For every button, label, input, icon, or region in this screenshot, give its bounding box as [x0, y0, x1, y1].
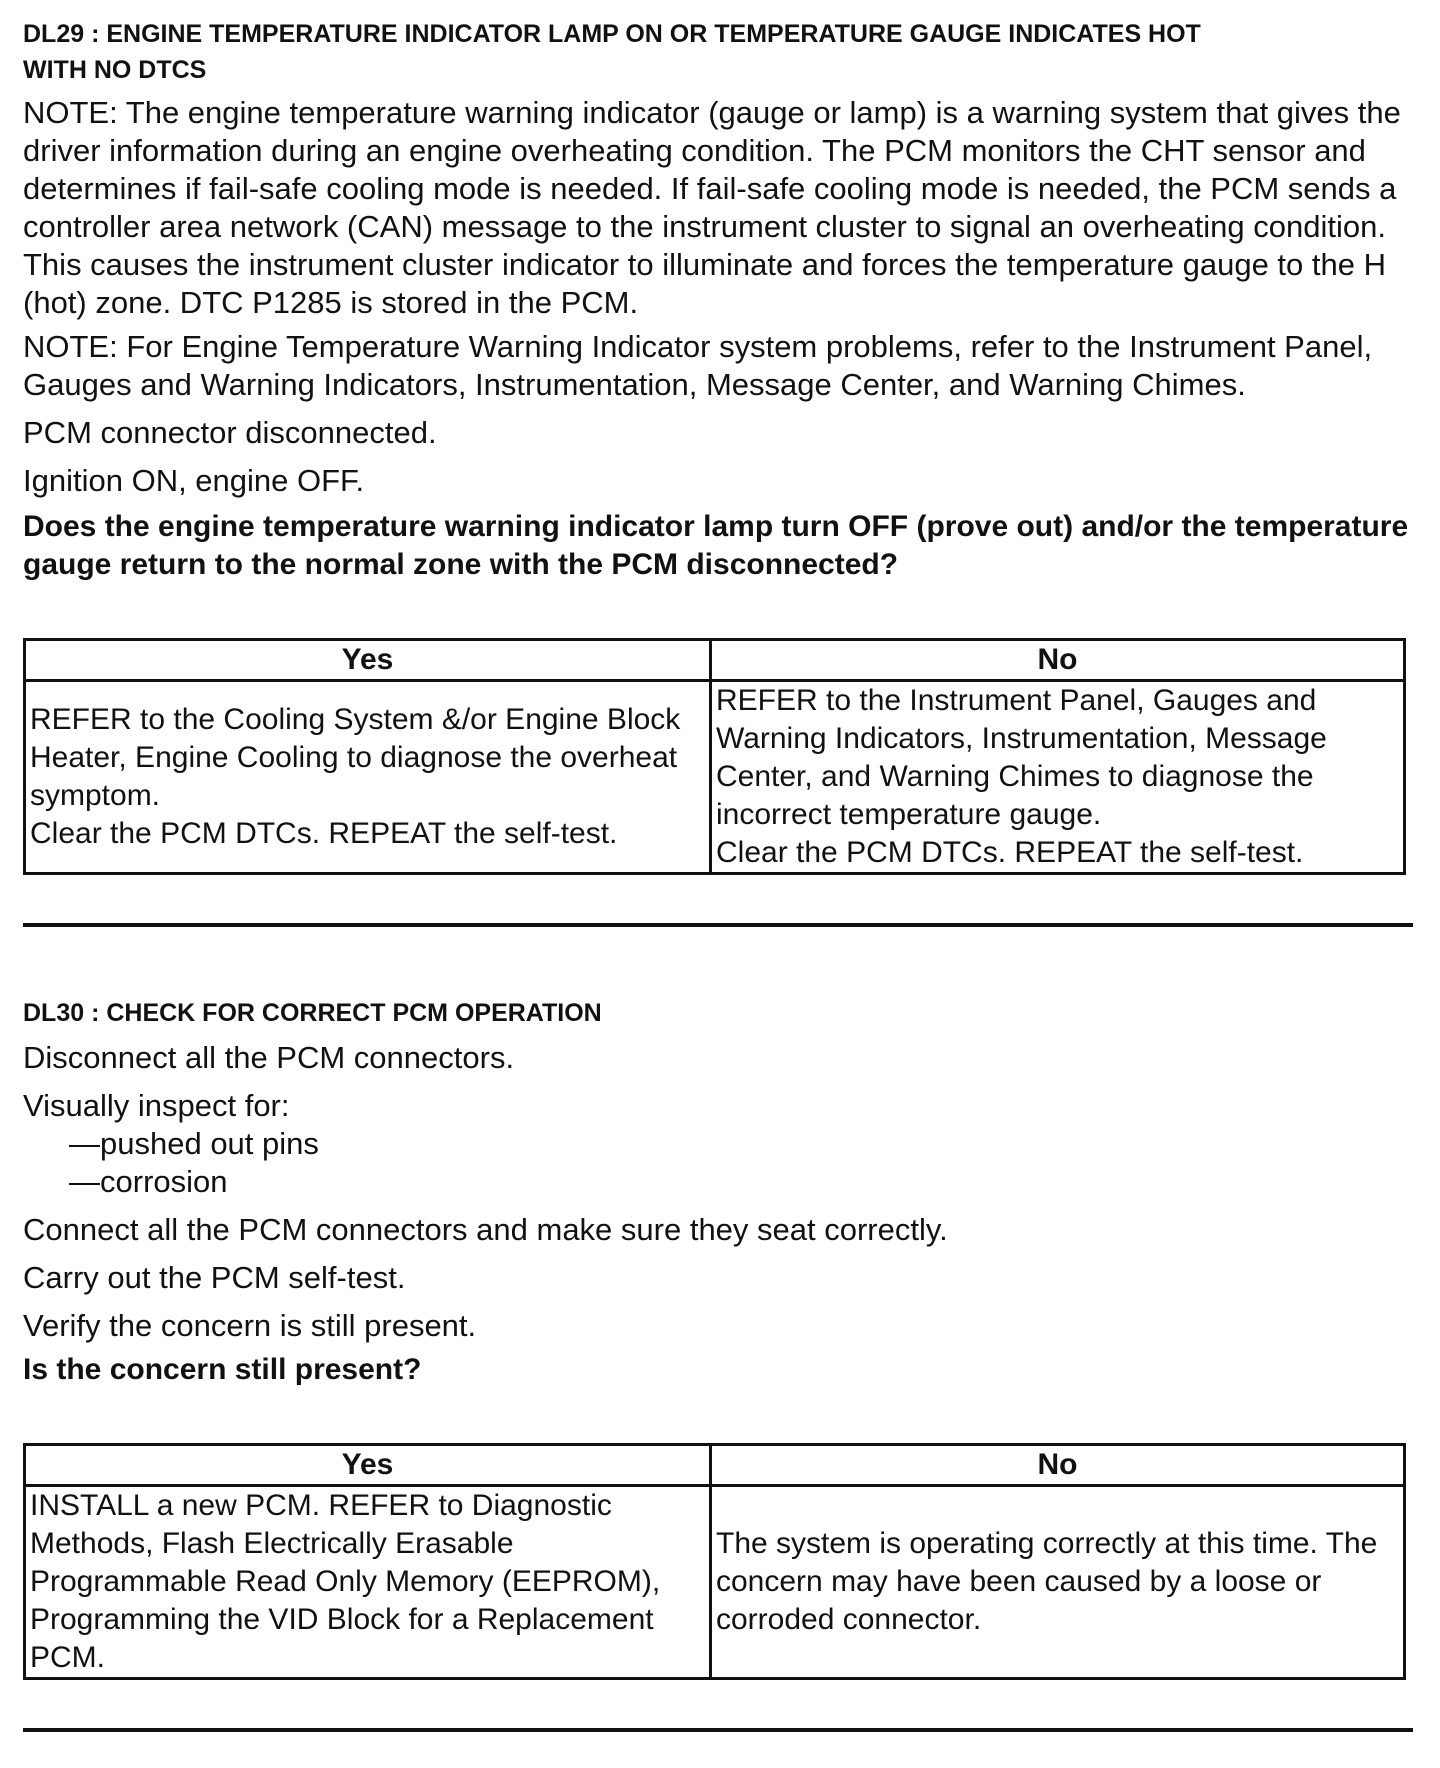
section-divider	[23, 923, 1413, 927]
dl30-section	[23, 995, 1423, 1732]
dl29-heading-line2: WITH NO DTCS	[23, 56, 207, 84]
yes-header: Yes	[25, 640, 711, 681]
dl29-note-overheat: NOTE: The engine temperature warning indicator (gauge or lamp) is a warning system that gives the driver information during an engine overheating condition. The PCM monitors the CHT sensor and determines if fail-safe cooling mode is needed. If fail-safe cooling mode is needed, the PCM sends a controller area network (CAN) message to the instrument cluster to signal an overheating condition. This causes the instrument cluster indicator to illuminate and forces the temperature gauge to the H (hot) zone. DTC P1285 is stored in the PCM.	[23, 95, 1401, 320]
dl30-step-verify: Verify the concern is still present.	[23, 1308, 477, 1343]
table-row	[25, 1486, 1405, 1679]
yes-cell-refer: REFER to the Cooling System &/or Engine Block Heater, Engine Cooling to diagnose the overheat symptom.	[30, 703, 681, 812]
dl29-section	[23, 16, 1423, 927]
no-cell-refer: REFER to the Instrument Panel, Gauges and Warning Indicators, Instrumentation, Message Center, and Warning Chimes to diagnose the incorrect temperature gauge.	[716, 684, 1327, 831]
dl30-question: Is the concern still present?	[23, 1353, 422, 1386]
yes-cell-clear: Clear the PCM DTCs. REPEAT the self-test.	[30, 817, 618, 850]
no-header: No	[711, 640, 1405, 681]
dl30-step-connect: Connect all the PCM connectors and make sure they seat correctly.	[23, 1212, 948, 1247]
dl30-decision-table	[23, 1443, 1406, 1680]
dl30-step-inspect: Visually inspect for:	[23, 1088, 290, 1123]
dl29-heading-line1: DL29 : ENGINE TEMPERATURE INDICATOR LAMP ON OR TEMPERATURE GAUGE INDICATES HOT	[23, 20, 1201, 48]
dl30-bullet-corrosion: —corrosion	[69, 1164, 228, 1199]
no-header: No	[711, 1445, 1405, 1486]
no-cell	[711, 681, 1405, 874]
yes-header: Yes	[25, 1445, 711, 1486]
table-header-row	[25, 1445, 1405, 1486]
dl29-decision-table	[23, 638, 1406, 875]
no-cell-clear: Clear the PCM DTCs. REPEAT the self-test.	[716, 836, 1304, 869]
dl29-heading	[23, 16, 1403, 88]
dl29-question: Does the engine temperature warning indicator lamp turn OFF (prove out) and/or the temperature gauge return to the normal zone with the PCM disconnected?	[23, 510, 1409, 581]
no-cell: The system is operating correctly at this time. The concern may have been caused by a loose or corroded connector.	[711, 1486, 1405, 1679]
dl29-note-warning-indicator: NOTE: For Engine Temperature Warning Indicator system problems, refer to the Instrument Panel, Gauges and Warning Indicators, Instrumentation, Message Center, and Warning Chimes.	[23, 329, 1373, 402]
yes-cell	[25, 681, 711, 874]
table-row	[25, 681, 1405, 874]
document-page	[23, 16, 1423, 1732]
table-header-row	[25, 640, 1405, 681]
dl30-step-disconnect: Disconnect all the PCM connectors.	[23, 1040, 515, 1075]
dl29-step-ignition: Ignition ON, engine OFF.	[23, 463, 365, 498]
dl30-step-self-test: Carry out the PCM self-test.	[23, 1260, 406, 1295]
dl29-step-connector: PCM connector disconnected.	[23, 415, 437, 450]
dl30-heading: DL30 : CHECK FOR CORRECT PCM OPERATION	[23, 999, 602, 1027]
dl30-bullet-pins: —pushed out pins	[69, 1126, 319, 1161]
section-divider	[23, 1728, 1413, 1732]
yes-cell: INSTALL a new PCM. REFER to Diagnostic Methods, Flash Electrically Erasable Programmable Read Only Memory (EEPROM), Programming the VID Block for a Replacement PCM.	[25, 1486, 711, 1679]
